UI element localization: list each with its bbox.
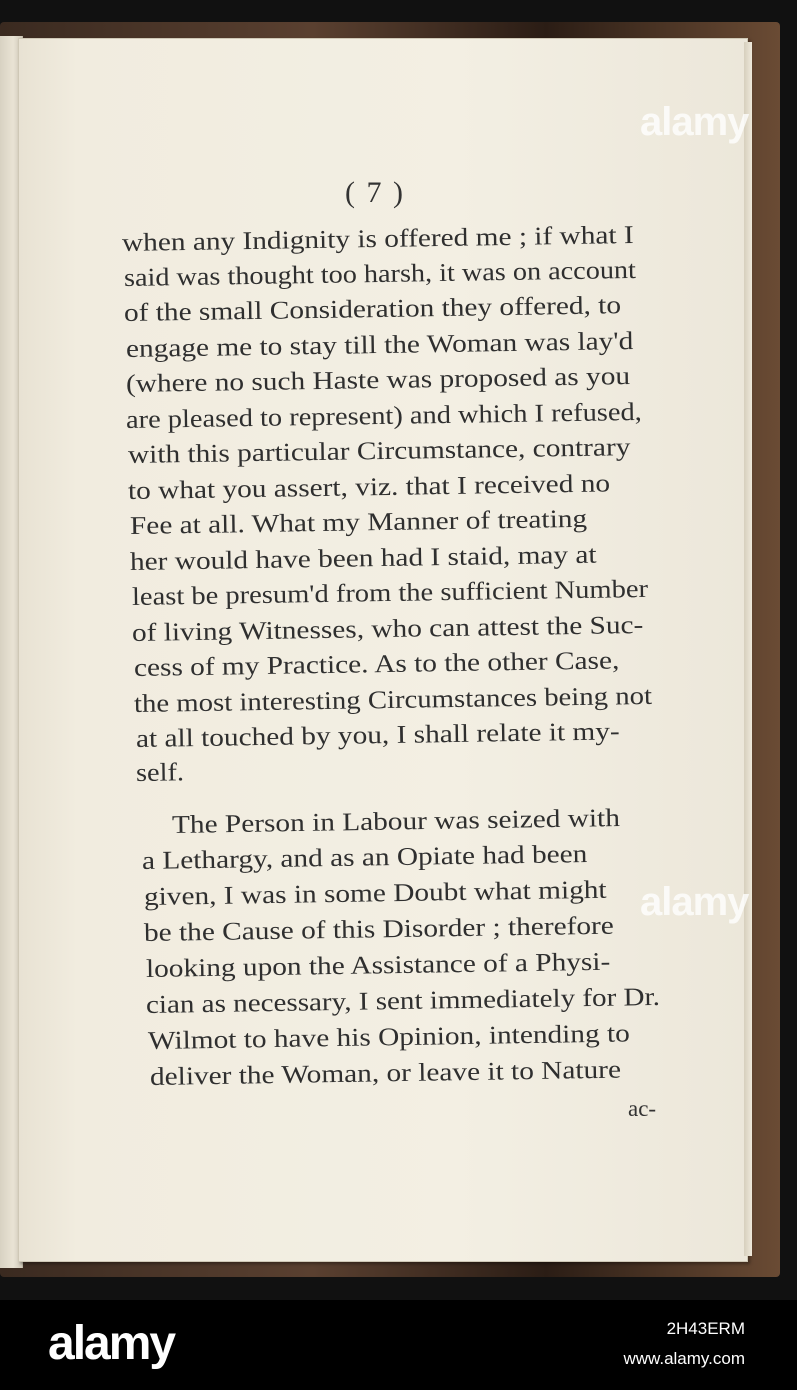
catchword: ac- — [628, 1096, 657, 1121]
text-line: of living Witnesses, who can attest the Suc- — [131, 609, 644, 647]
watermark: alamy — [640, 880, 749, 924]
site-url: www.alamy.com — [623, 1349, 745, 1368]
watermark: alamy — [640, 100, 749, 144]
text-line: (where no such Haste was proposed as you — [125, 361, 631, 398]
text-line: to what you assert, viz. that I received no — [127, 468, 611, 505]
text-line: Fee at all. What my Manner of treating — [129, 503, 588, 540]
page-edge — [744, 42, 752, 1256]
text-line: cess of my Practice. As to the other Case, — [133, 645, 620, 682]
text-line: looking upon the Assistance of a Physi- — [145, 946, 611, 983]
text-line: Wilmot to have his Opinion, intending to — [147, 1018, 630, 1055]
text-line: The Person in Labour was seized with — [171, 802, 621, 839]
text-line: with this particular Circumstance, contrary — [127, 432, 631, 469]
stock-footer-bar — [0, 1300, 797, 1390]
text-line: at all touched by you, I shall relate it my- — [135, 716, 620, 753]
text-line: be the Cause of this Disorder ; therefore — [143, 910, 615, 947]
text-line: when any Indignity is offered me ; if what I — [121, 219, 634, 257]
text-line: the most interesting Circumstances being not — [133, 680, 653, 718]
image-id: 2H43ERM — [666, 1319, 745, 1338]
text-line: her would have been had I staid, may at — [129, 539, 597, 576]
text-line: cian as necessary, I sent immediately for Dr. — [145, 981, 661, 1019]
page-number: ( 7 ) — [345, 176, 405, 209]
image-id-block — [623, 1314, 745, 1374]
text-line: a Lethargy, and as an Opiate had been — [141, 839, 588, 875]
alamy-logo: alamy — [48, 1317, 175, 1370]
text-line: said was thought too harsh, it was on account — [123, 254, 637, 292]
text-line: deliver the Woman, or leave it to Nature — [149, 1054, 622, 1091]
text-line: least be presum'd from the sufficient Number — [131, 573, 649, 611]
text-line: engage me to stay till the Woman was lay'd — [125, 326, 634, 363]
text-line: of the small Consideration they offered, to — [123, 290, 622, 327]
text-line: are pleased to represent) and which I refused, — [125, 396, 642, 434]
text-line: given, I was in some Doubt what might — [143, 874, 607, 911]
text-line: self. — [135, 757, 185, 787]
